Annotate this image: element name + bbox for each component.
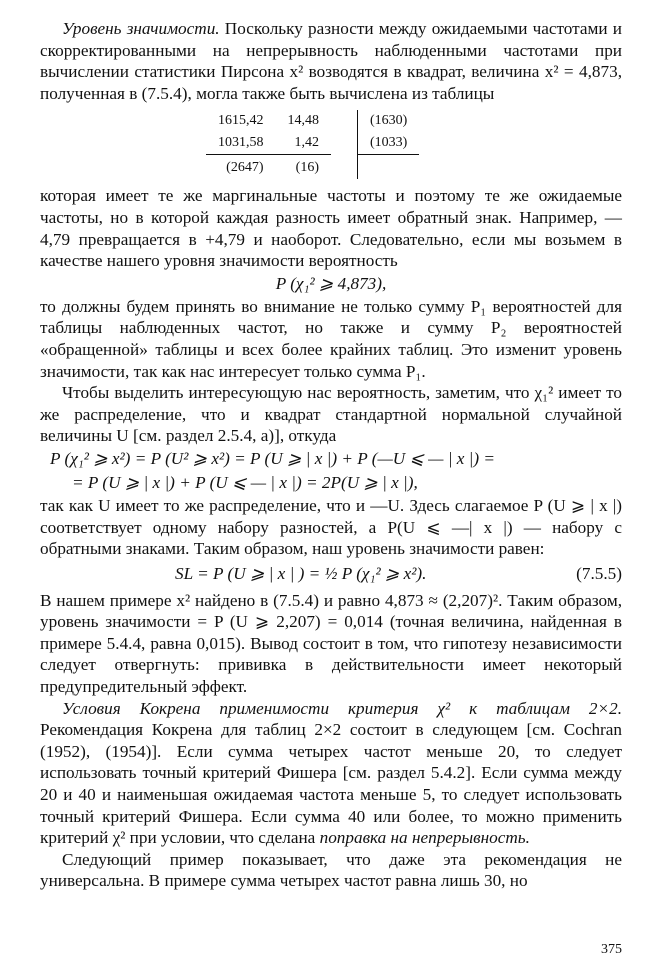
formula-probability: P (χ₁² ⩾ 4,873), xyxy=(275,273,387,293)
paragraph-italic-end: поправка на непрерывность. xyxy=(319,828,530,848)
paragraph-sum-p1: то должны будем принять во внимание не только сумму P₁ вероятностей для таблицы наблюденных частот, но также и сумму P₂ вероятностей «обращенной» таблицы и всех более крайних таблиц. Это изменит уровень значимости, так как нас интересует только сумма P₁. xyxy=(40,296,622,381)
equation-text: SL = P (U ⩾ | x | ) = ½ P (χ₁² ⩾ x²). xyxy=(175,563,427,583)
table-cell: 1615,42 xyxy=(218,113,264,129)
table-row xyxy=(206,132,419,155)
table-cell: (1033) xyxy=(370,135,408,151)
table-cell: (1630) xyxy=(370,113,408,129)
paragraph-example: В нашем примере x² найдено в (7.5.4) и равно 4,873 ≈ (2,207)². Таким образом, уровень значимости = P (U ⩾ 2,207) = 0,014 (точная величина, найденная в примере 5.4.4, равна 0,015). Вывод состоит в том, что гипотезу независимости следует отвергнуть: прививка в действительности имеет некоторый предупредительный эффект. xyxy=(40,590,622,697)
table-cell: 14,48 xyxy=(287,113,319,129)
paragraph-sl: так как U имеет то же распределение, что и —U. Здесь слагаемое P (U ⩾ | x |) соответствует одному набору разностей, а P(U ⩽ —| x |) — набору с обратными знаками. Таким образом, наш уровень значимости равен: xyxy=(40,495,622,559)
paragraph-text: Поскольку разности между ожидаемыми частотами и скорректированными на непрерывность наблюденными частотами при вычислении статистики Пирсона x² возводятся в квадрат, величина x² = 4,873, полученная в (7.5.4), могла также быть вычислена из таблицы xyxy=(40,19,622,103)
paragraph-significance xyxy=(40,18,622,104)
formula-line-2: = P (U ⩾ | x |) + P (U ⩽ — | x |) = 2P(U ⩾ | x |), xyxy=(72,472,418,492)
table-cell: (2647) xyxy=(206,155,276,180)
page-body xyxy=(40,18,622,892)
paragraph-title: Условия Кокрена применимости критерия χ² к таблицам 2×2. xyxy=(62,698,622,718)
paragraph-text: Рекомендация Кокрена для таблиц 2×2 состоит в следующем [см. Cochran (1952), (1954)]. Если сумма четырех частот меньше 20, то следует использовать точный критерий Фишера [см. раздел 5.4.2]. Если сумма между 20 и 40 и наименьшая ожидаемая частота меньше 5, то следует использовать точный критерий Фишера. Если сумма 40 или более, то можно применить критерий χ² при условии, что сделана xyxy=(40,720,622,848)
paragraph-next-example: Следующий пример показывает, что даже эта рекомендация не универсальна. В примере сумма четырех частот равна лишь 30, но xyxy=(40,849,622,891)
table-row-totals xyxy=(206,155,419,180)
contingency-table xyxy=(206,110,419,179)
paragraph-distribution: Чтобы выделить интересующую нас вероятность, заметим, что χ₁² имеет то же распределение, что и квадрат стандартной нормальной случайной величины U [см. раздел 2.5.4, а)], откуда xyxy=(40,383,622,446)
page-number: 375 xyxy=(601,942,622,957)
paragraph-reversed-table: которая имеет те же маргинальные частоты и поэтому те же ожидаемые частоты, но в которой каждая разность имеет обратный знак. Например, — 4,79 превращается в +4,79 и наоборот. Следовательно, если мы возьмем в качестве нашего уровня значимости вероятность xyxy=(40,186,622,271)
table-cell: (16) xyxy=(276,155,332,180)
paragraph-title: Уровень значимости. xyxy=(62,19,220,38)
table-cell: 1031,58 xyxy=(218,135,264,151)
paragraph-cochran xyxy=(40,698,622,849)
formula-line-1: P (χ₁² ⩾ x²) = P (U² ⩾ x²) = P (U ⩾ | x |) + P (—U ⩽ — | x |) = xyxy=(50,448,496,468)
table-row xyxy=(206,110,419,132)
equation-number: (7.5.5) xyxy=(576,563,622,583)
equation-7-5-5 xyxy=(40,560,622,590)
table-cell: 1,42 xyxy=(294,135,319,151)
